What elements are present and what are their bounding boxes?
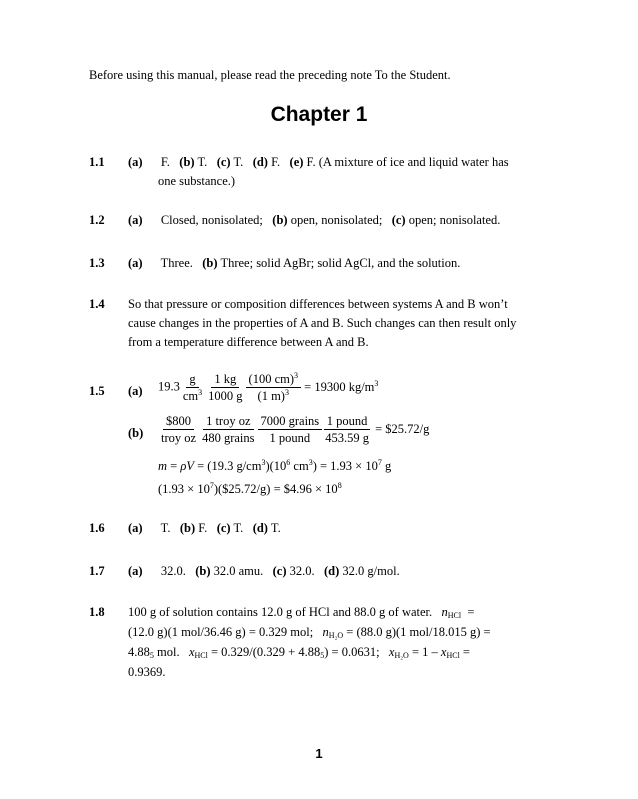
eq-text: × 10 <box>315 482 338 496</box>
problem-1-2-line <box>128 213 500 228</box>
answer-text: 32.0. <box>289 564 315 578</box>
equation-lead: 19.3 <box>158 379 180 394</box>
exponent: 3 <box>261 457 266 467</box>
part-label-text: (a) <box>128 384 143 398</box>
problem-1-4-line-2: cause changes in the properties of A and B. Such changes can then result only <box>128 316 517 330</box>
eq-text: = (19.3 g/cm <box>193 459 262 473</box>
answer-text: F. <box>160 155 170 169</box>
problem-number-1-3: 1.3 <box>89 256 105 270</box>
part-label: (b) <box>179 521 196 535</box>
fraction <box>322 414 372 445</box>
subscript: HCl <box>447 611 462 620</box>
answer-text: T. <box>233 155 244 169</box>
part-label: (a) <box>128 256 143 270</box>
eq-text: mol. <box>153 645 180 659</box>
problem-1-4-line-3: from a temperature difference between A and B. <box>128 335 369 349</box>
answer-text: F. <box>198 521 208 535</box>
denominator: 1000 g <box>208 389 243 403</box>
answer-text: T. <box>233 521 244 535</box>
part-label: (e) <box>289 155 304 169</box>
part-label: (a) <box>128 564 143 578</box>
symbol: n <box>441 605 448 619</box>
symbol-m: m <box>158 459 168 473</box>
exponent: 3 <box>284 387 289 397</box>
subscript: H₂O <box>328 631 344 640</box>
problem-1-1-line-1 <box>128 155 509 170</box>
fraction <box>158 414 199 445</box>
symbol: x <box>440 645 447 659</box>
problem-number-1-1: 1.1 <box>89 155 105 169</box>
numerator: $800 <box>163 414 194 430</box>
problem-1-8-line-3 <box>128 645 470 660</box>
subscript: HCl <box>194 651 208 660</box>
mass-equation <box>158 459 391 474</box>
answer-text: Closed, nonisolated; <box>160 213 263 227</box>
denominator: 453.59 g <box>325 431 369 445</box>
numerator: 7000 grains <box>258 414 323 430</box>
exponent: 7 <box>209 480 214 490</box>
part-label: (c) <box>216 521 231 535</box>
denominator <box>255 388 292 403</box>
eq-text: )($25.72/g) = $4.96 <box>213 482 315 496</box>
answer-text: 32.0 g/mol. <box>342 564 400 578</box>
subscript: HCl <box>446 651 460 660</box>
answer-text: F. <box>271 155 281 169</box>
symbol: x <box>388 645 395 659</box>
problem-number-1-7: 1.7 <box>89 564 105 578</box>
eq-text: = 0.329/(0.329 + 4.88 <box>210 645 321 659</box>
answer-text: open, nonisolated; <box>290 213 383 227</box>
part-label-text: (b) <box>128 426 144 440</box>
part-label: (b) <box>195 564 211 578</box>
part-label: (c) <box>391 213 406 227</box>
problem-1-8-line-2 <box>128 625 491 640</box>
problem-number-1-4: 1.4 <box>89 297 105 311</box>
exponent: 3 <box>294 370 299 380</box>
cost-equation <box>158 482 342 497</box>
symbol-rho-v: ρV <box>180 459 194 473</box>
answer-text: T. <box>270 521 281 535</box>
problem-1-8-line-4: 0.9369. <box>128 665 166 679</box>
part-label: (d) <box>252 155 268 169</box>
answer-text: open; nonisolated. <box>408 213 501 227</box>
symbol: n <box>322 625 329 639</box>
problem-1-6-line <box>128 521 281 536</box>
part-label: (a) <box>128 213 143 227</box>
part-label: (b) <box>179 155 195 169</box>
answer-text: 100 g of solution contains 12.0 g of HCl and 88.0 g of water. <box>128 605 433 619</box>
fraction <box>180 372 205 403</box>
eq-text: = <box>167 459 181 473</box>
equation-result <box>304 380 378 394</box>
part-label: (d) <box>252 521 268 535</box>
exponent: 8 <box>337 480 342 490</box>
eq-text: ) = 1.93 <box>312 459 356 473</box>
part-label: (a) <box>128 155 143 169</box>
problem-1-7-line <box>128 564 400 579</box>
problem-1-8-line-1 <box>128 605 474 620</box>
denominator: 480 grains <box>202 431 255 445</box>
subscript: 5 <box>320 651 325 660</box>
fraction <box>246 372 301 403</box>
symbol: x <box>188 645 195 659</box>
problem-number-1-8: 1.8 <box>89 605 105 619</box>
problem-1-1-line-2: one substance.) <box>158 174 236 188</box>
answer-text: F. (A mixture of ice and liquid water has <box>306 155 509 169</box>
fraction <box>258 414 323 445</box>
numerator: 1 pound <box>324 414 371 430</box>
eq-text: = <box>462 645 470 659</box>
part-label <box>128 426 143 441</box>
eq-text: = <box>467 605 475 619</box>
intro-note: Before using this manual, please read the preceding note To the Student. <box>89 68 451 82</box>
answer-text: T. <box>197 155 208 169</box>
chapter-title: Chapter 1 <box>270 103 368 126</box>
part-label: (b) <box>272 213 288 227</box>
part-label: (d) <box>324 564 340 578</box>
numerator-text: (100 cm) <box>248 372 295 386</box>
problem-1-3-line <box>128 256 460 271</box>
exponent: 3 <box>374 378 379 388</box>
problem-number-1-2: 1.2 <box>89 213 105 227</box>
part-label: (b) <box>202 256 218 270</box>
part-label: (a) <box>128 521 143 535</box>
equation-result: = $25.72/g <box>375 422 430 436</box>
eq-text: (12.0 g)(1 mol/36.46 g) = 0.329 mol; <box>128 625 314 639</box>
denominator-text: cm <box>182 389 199 403</box>
equation-1-5b <box>158 414 429 445</box>
numerator: 1 troy oz <box>203 414 253 430</box>
answer-text: 32.0 amu. <box>213 564 264 578</box>
eq-text: (1.93 <box>158 482 188 496</box>
eq-text: = (88.0 g)(1 mol/18.015 g) = <box>346 625 491 639</box>
denominator-text: (1 m) <box>257 389 285 403</box>
exponent: 7 <box>377 457 382 467</box>
eq-text: cm <box>290 459 309 473</box>
answer-text: Three. <box>160 256 193 270</box>
problem-number-1-6: 1.6 <box>89 521 105 535</box>
answer-text: 32.0. <box>160 564 186 578</box>
eq-text: = 1 – <box>411 645 438 659</box>
eq-text: ) = 0.0631; <box>324 645 380 659</box>
eq-text: )(10 <box>265 459 287 473</box>
problem-number-1-5: 1.5 <box>89 384 105 398</box>
part-label: (c) <box>216 155 231 169</box>
problem-1-4-line-1: So that pressure or composition differences between systems A and B won’t <box>128 297 508 311</box>
result-text: = 19300 kg/m <box>304 380 375 394</box>
equation-1-5a <box>158 372 378 403</box>
page-number: 1 <box>315 746 323 761</box>
numerator: 1 kg <box>211 372 239 388</box>
eq-text: × 10 <box>187 482 210 496</box>
part-label: (c) <box>272 564 287 578</box>
denominator: 1 pound <box>269 431 311 445</box>
exponent: 3 <box>308 457 313 467</box>
denominator <box>180 388 205 403</box>
numerator: g <box>186 372 198 388</box>
subscript: H₂O <box>394 651 409 660</box>
exponent: 6 <box>286 457 291 467</box>
exponent: 3 <box>198 387 203 397</box>
eq-text: × 10 <box>355 459 378 473</box>
numerator <box>246 372 301 388</box>
subscript: 5 <box>149 651 154 660</box>
eq-text: 4.88 <box>128 645 150 659</box>
eq-text: g <box>381 459 392 473</box>
denominator: troy oz <box>161 431 197 445</box>
answer-text: T. <box>160 521 171 535</box>
answer-text: Three; solid AgBr; solid AgCl, and the solution. <box>220 256 461 270</box>
fraction <box>205 372 245 403</box>
part-label <box>128 384 143 399</box>
fraction <box>199 414 257 445</box>
